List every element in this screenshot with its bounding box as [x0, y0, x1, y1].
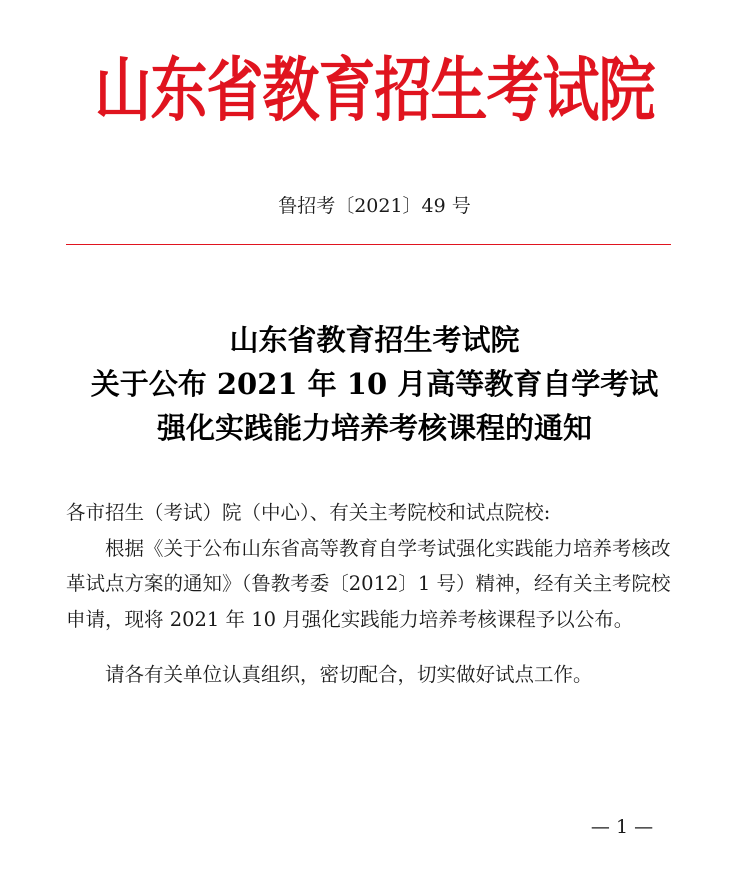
body-paragraph-2: 请各有关单位认真组织，密切配合，切实做好试点工作。 — [105, 662, 593, 686]
issuing-authority-masthead: 山东省教育招生考试院 — [94, 49, 655, 132]
title-line-2: 关于公布 2021 年 10 月高等教育自学考试 — [90, 367, 659, 401]
notice-title — [0, 318, 749, 450]
page-number: — 1 — — [590, 816, 654, 838]
body-paragraph-1: 根据《关于公布山东省高等教育自学考试强化实践能力培养考核改革试点方案的通知》（鲁教考委〔2012〕1 号）精神，经有关主考院校申请，现将 2021 年 10 月强化实践能力培养考核课程予以公布。 — [66, 536, 671, 631]
notice-body — [66, 495, 678, 712]
title-line-1: 山东省教育招生考试院 — [229, 323, 520, 357]
red-divider-line — [66, 244, 671, 245]
title-line-3: 强化实践能力培养考核课程的通知 — [156, 411, 592, 445]
addressee-line: 各市招生（考试）院（中心）、有关主考院校和试点院校: — [66, 501, 551, 524]
document-number: 鲁招考〔2021〕49 号 — [278, 195, 471, 217]
